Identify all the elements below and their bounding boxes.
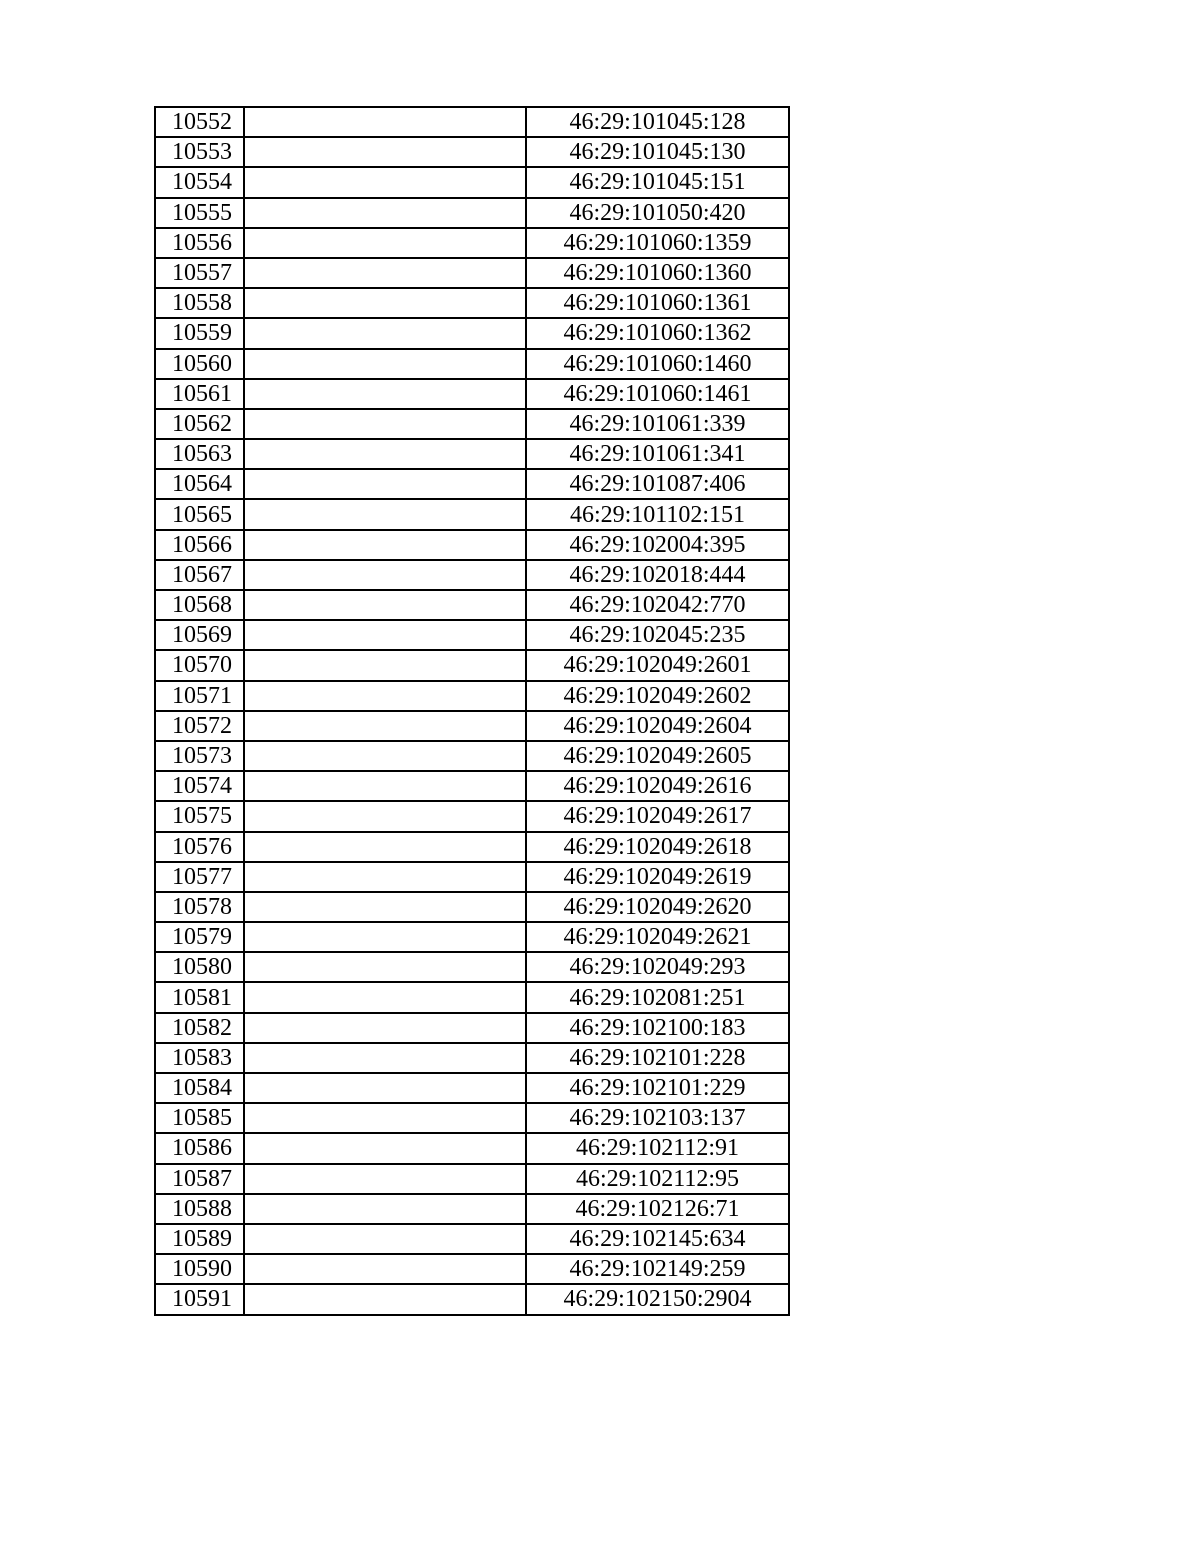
row-number-cell: 10589 <box>155 1224 244 1254</box>
table-row <box>155 228 789 258</box>
empty-cell <box>244 1164 526 1194</box>
table-row <box>155 499 789 529</box>
cadastral-number-cell: 46:29:102049:2617 <box>526 801 789 831</box>
cadastral-number-cell: 46:29:102101:228 <box>526 1043 789 1073</box>
cadastral-number-cell: 46:29:101060:1362 <box>526 318 789 348</box>
empty-cell <box>244 1224 526 1254</box>
empty-cell <box>244 1254 526 1284</box>
cadastral-number-cell: 46:29:102049:2618 <box>526 832 789 862</box>
row-number-cell: 10570 <box>155 650 244 680</box>
row-number-cell: 10572 <box>155 711 244 741</box>
table-row <box>155 258 789 288</box>
table-row <box>155 922 789 952</box>
table-row <box>155 1013 789 1043</box>
cadastral-number-cell: 46:29:101061:341 <box>526 439 789 469</box>
cadastral-number-cell: 46:29:101060:1361 <box>526 288 789 318</box>
table-row <box>155 137 789 167</box>
cadastral-number-cell: 46:29:102049:293 <box>526 952 789 982</box>
table-row <box>155 982 789 1012</box>
cadastral-number-cell: 46:29:102049:2620 <box>526 892 789 922</box>
cadastral-number-cell: 46:29:102045:235 <box>526 620 789 650</box>
row-number-cell: 10581 <box>155 982 244 1012</box>
cadastral-number-cell: 46:29:102081:251 <box>526 982 789 1012</box>
row-number-cell: 10573 <box>155 741 244 771</box>
row-number-cell: 10565 <box>155 499 244 529</box>
row-number-cell: 10583 <box>155 1043 244 1073</box>
row-number-cell: 10567 <box>155 560 244 590</box>
table-row <box>155 379 789 409</box>
empty-cell <box>244 349 526 379</box>
row-number-cell: 10575 <box>155 801 244 831</box>
row-number-cell: 10574 <box>155 771 244 801</box>
empty-cell <box>244 952 526 982</box>
table-row <box>155 1133 789 1163</box>
empty-cell <box>244 469 526 499</box>
empty-cell <box>244 982 526 1012</box>
table-row <box>155 1254 789 1284</box>
row-number-cell: 10563 <box>155 439 244 469</box>
cadastral-number-cell: 46:29:101045:130 <box>526 137 789 167</box>
table-row <box>155 1194 789 1224</box>
empty-cell <box>244 771 526 801</box>
empty-cell <box>244 499 526 529</box>
table-row <box>155 560 789 590</box>
empty-cell <box>244 530 526 560</box>
cadastral-number-cell: 46:29:102149:259 <box>526 1254 789 1284</box>
empty-cell <box>244 801 526 831</box>
cadastral-number-cell: 46:29:101060:1359 <box>526 228 789 258</box>
row-number-cell: 10590 <box>155 1254 244 1284</box>
table-row <box>155 650 789 680</box>
empty-cell <box>244 922 526 952</box>
row-number-cell: 10576 <box>155 832 244 862</box>
row-number-cell: 10591 <box>155 1284 244 1314</box>
cadastral-number-cell: 46:29:102049:2621 <box>526 922 789 952</box>
table-row <box>155 288 789 318</box>
empty-cell <box>244 620 526 650</box>
cadastral-number-cell: 46:29:102112:91 <box>526 1133 789 1163</box>
cadastral-number-cell: 46:29:101045:151 <box>526 167 789 197</box>
row-number-cell: 10555 <box>155 198 244 228</box>
empty-cell <box>244 167 526 197</box>
cadastral-number-cell: 46:29:101050:420 <box>526 198 789 228</box>
cadastral-number-cell: 46:29:102049:2605 <box>526 741 789 771</box>
empty-cell <box>244 1284 526 1314</box>
table-row <box>155 1224 789 1254</box>
cadastral-number-cell: 46:29:102126:71 <box>526 1194 789 1224</box>
cadastral-number-cell: 46:29:102100:183 <box>526 1013 789 1043</box>
row-number-cell: 10557 <box>155 258 244 288</box>
cadastral-number-cell: 46:29:102018:444 <box>526 560 789 590</box>
row-number-cell: 10558 <box>155 288 244 318</box>
row-number-cell: 10580 <box>155 952 244 982</box>
empty-cell <box>244 137 526 167</box>
cadastral-number-cell: 46:29:101060:1461 <box>526 379 789 409</box>
row-number-cell: 10579 <box>155 922 244 952</box>
row-number-cell: 10582 <box>155 1013 244 1043</box>
table-row <box>155 590 789 620</box>
cadastral-number-cell: 46:29:101060:1360 <box>526 258 789 288</box>
table-row <box>155 711 789 741</box>
table-row <box>155 771 789 801</box>
cadastral-number-cell: 46:29:102049:2602 <box>526 681 789 711</box>
table-row <box>155 469 789 499</box>
cadastral-number-cell: 46:29:102112:95 <box>526 1164 789 1194</box>
empty-cell <box>244 1133 526 1163</box>
table-row <box>155 318 789 348</box>
row-number-cell: 10554 <box>155 167 244 197</box>
empty-cell <box>244 1194 526 1224</box>
row-number-cell: 10556 <box>155 228 244 258</box>
table-row <box>155 198 789 228</box>
cadastral-number-cell: 46:29:102145:634 <box>526 1224 789 1254</box>
table-row <box>155 107 789 137</box>
cadastral-number-cell: 46:29:101087:406 <box>526 469 789 499</box>
table-row <box>155 167 789 197</box>
table-row <box>155 801 789 831</box>
table-row <box>155 1073 789 1103</box>
cadastral-number-cell: 46:29:102004:395 <box>526 530 789 560</box>
cadastral-number-cell: 46:29:102049:2601 <box>526 650 789 680</box>
empty-cell <box>244 318 526 348</box>
cadastral-number-cell: 46:29:101102:151 <box>526 499 789 529</box>
empty-cell <box>244 862 526 892</box>
empty-cell <box>244 832 526 862</box>
table-row <box>155 620 789 650</box>
row-number-cell: 10571 <box>155 681 244 711</box>
table-row <box>155 832 789 862</box>
cadastral-number-cell: 46:29:101045:128 <box>526 107 789 137</box>
row-number-cell: 10553 <box>155 137 244 167</box>
row-number-cell: 10561 <box>155 379 244 409</box>
row-number-cell: 10578 <box>155 892 244 922</box>
row-number-cell: 10586 <box>155 1133 244 1163</box>
empty-cell <box>244 288 526 318</box>
row-number-cell: 10568 <box>155 590 244 620</box>
row-number-cell: 10559 <box>155 318 244 348</box>
empty-cell <box>244 379 526 409</box>
empty-cell <box>244 198 526 228</box>
cadastral-number-cell: 46:29:102049:2616 <box>526 771 789 801</box>
table-row <box>155 952 789 982</box>
row-number-cell: 10584 <box>155 1073 244 1103</box>
empty-cell <box>244 228 526 258</box>
empty-cell <box>244 892 526 922</box>
row-number-cell: 10588 <box>155 1194 244 1224</box>
cadastral-number-cell: 46:29:101061:339 <box>526 409 789 439</box>
row-number-cell: 10564 <box>155 469 244 499</box>
table-row <box>155 892 789 922</box>
empty-cell <box>244 107 526 137</box>
table-row <box>155 409 789 439</box>
cadastral-number-cell: 46:29:102103:137 <box>526 1103 789 1133</box>
table-row <box>155 530 789 560</box>
empty-cell <box>244 1013 526 1043</box>
row-number-cell: 10577 <box>155 862 244 892</box>
empty-cell <box>244 560 526 590</box>
empty-cell <box>244 681 526 711</box>
empty-cell <box>244 650 526 680</box>
table-row <box>155 681 789 711</box>
empty-cell <box>244 1103 526 1133</box>
empty-cell <box>244 258 526 288</box>
row-number-cell: 10569 <box>155 620 244 650</box>
cadastral-number-cell: 46:29:102150:2904 <box>526 1284 789 1314</box>
table-row <box>155 1164 789 1194</box>
empty-cell <box>244 1043 526 1073</box>
table-row <box>155 862 789 892</box>
empty-cell <box>244 711 526 741</box>
table-row <box>155 439 789 469</box>
row-number-cell: 10566 <box>155 530 244 560</box>
cadastral-number-cell: 46:29:101060:1460 <box>526 349 789 379</box>
cadastral-number-cell: 46:29:102049:2604 <box>526 711 789 741</box>
row-number-cell: 10587 <box>155 1164 244 1194</box>
row-number-cell: 10562 <box>155 409 244 439</box>
empty-cell <box>244 409 526 439</box>
cadastral-number-cell: 46:29:102042:770 <box>526 590 789 620</box>
records-table <box>154 106 790 1316</box>
row-number-cell: 10552 <box>155 107 244 137</box>
table-row <box>155 741 789 771</box>
row-number-cell: 10560 <box>155 349 244 379</box>
empty-cell <box>244 1073 526 1103</box>
table-row <box>155 1103 789 1133</box>
cadastral-number-cell: 46:29:102049:2619 <box>526 862 789 892</box>
cadastral-number-cell: 46:29:102101:229 <box>526 1073 789 1103</box>
records-body <box>155 107 789 1315</box>
table-row <box>155 349 789 379</box>
empty-cell <box>244 590 526 620</box>
empty-cell <box>244 741 526 771</box>
table-row <box>155 1043 789 1073</box>
empty-cell <box>244 439 526 469</box>
row-number-cell: 10585 <box>155 1103 244 1133</box>
table-row <box>155 1284 789 1314</box>
